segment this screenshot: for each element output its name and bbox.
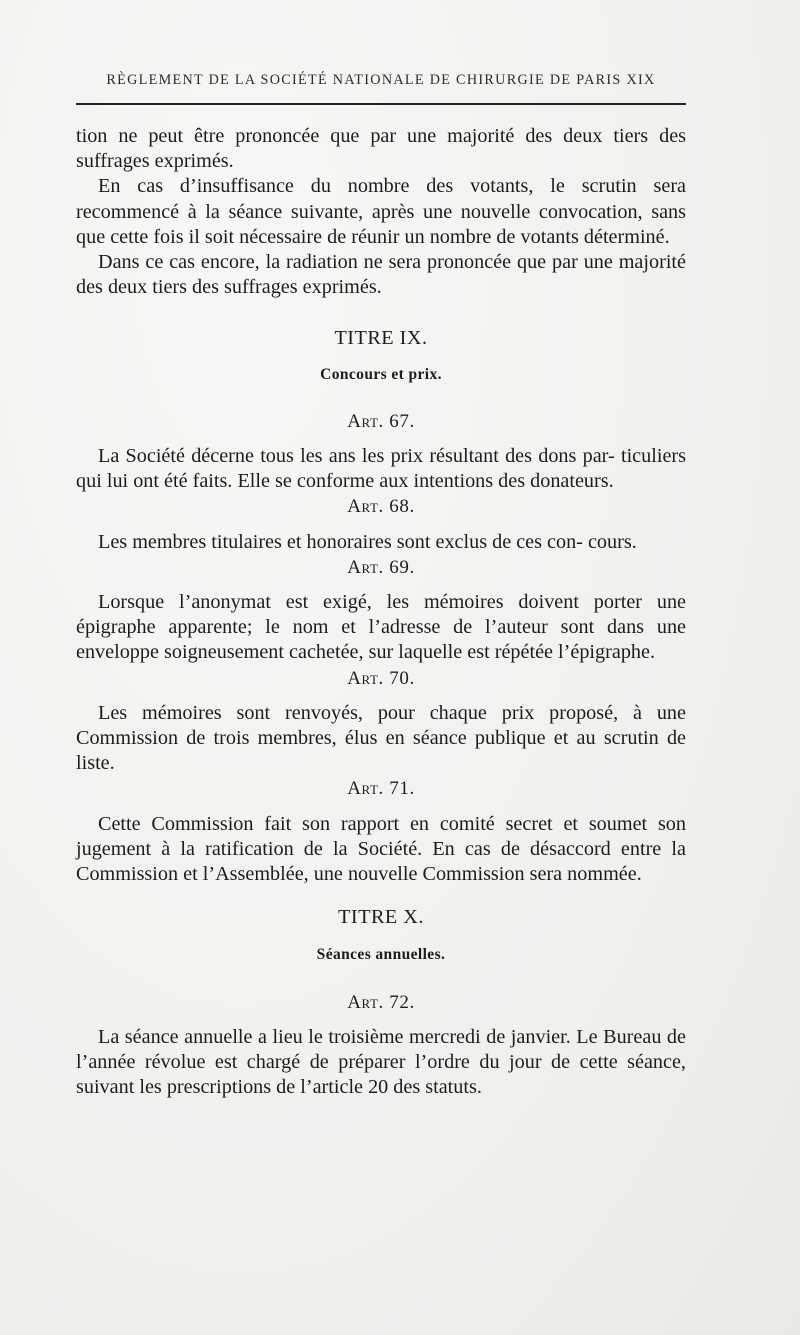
text-line: votants déterminé. [520, 225, 670, 248]
art-number: . 72. [378, 991, 415, 1013]
text-line: ticuliers qui lui ont été faits. Elle se conforme aux intentions des [76, 445, 686, 493]
text-line: scrutin de liste. [76, 727, 687, 775]
text-line: En cas d’insuffisance du nombre des votants, le scrutin sera [98, 175, 686, 198]
art-67-text [76, 444, 686, 494]
text-line: tion ne peut être prononcée que par une majorité des deux tiers [76, 125, 649, 147]
text-line: entre la Commission et l’Assemblée, une nouvelle Commission [76, 837, 686, 886]
art-label: Art [347, 991, 379, 1013]
art-71-heading [76, 776, 686, 801]
art-label: Art [347, 410, 379, 432]
titre-ix-subtitle: Concours et prix. [320, 365, 442, 383]
paragraph-insufficient-votes [76, 174, 686, 250]
text-line: Cette Commission fait son rapport en comité secret et soumet [98, 812, 648, 835]
page-number: XIX [626, 72, 656, 88]
art-72-heading [76, 990, 686, 1015]
art-71-text [76, 812, 686, 888]
text-line: Commission de trois membres, élus en séance publique et au [76, 727, 596, 750]
text-line: une enveloppe soigneusement cachetée, sur laquelle est répétée [76, 616, 686, 664]
text-line: recommencé à la séance suivante, après une nouvelle convocation, [76, 200, 643, 223]
text-line: Dans ce cas encore, la radiation ne sera prononcée que par une [98, 251, 613, 274]
text-line: Les membres titulaires et honoraires sont exclus de ces con- [98, 530, 583, 553]
art-label: Art [347, 556, 379, 578]
text-line: sans que cette fois il soit nécessaire de réunir un nombre de [76, 200, 687, 248]
titre-x-heading: TITRE X. [338, 906, 424, 929]
titre-ix-heading: TITRE IX. [334, 327, 428, 350]
paragraph-radiation [76, 250, 686, 300]
text-line: Bureau de l’année révolue est chargé de préparer l’ordre du jour [76, 1025, 686, 1074]
text-line: La séance annuelle a lieu le troisième mercredi de janvier. Le [98, 1025, 598, 1048]
text-line: Les mémoires sont renvoyés, pour chaque prix proposé, à une [98, 701, 686, 724]
art-70-text [76, 701, 686, 777]
text-line: de cette séance, suivant les prescriptions de l’article 20 des statuts. [76, 1051, 686, 1099]
art-number: . 70. [378, 667, 415, 689]
art-67-heading [76, 409, 686, 434]
text-line: sera nommée. [529, 863, 642, 886]
text-line: donateurs. [530, 470, 614, 493]
text-line: son jugement à la ratification de la Société. En cas de désaccord [76, 812, 686, 860]
running-header [76, 72, 686, 89]
text-line: La Société décerne tous les ans les prix résultant des dons par- [98, 445, 615, 468]
text-line: des suffrages exprimés. [76, 125, 687, 173]
art-number: . 68. [378, 496, 415, 518]
art-label: Art [347, 667, 379, 689]
art-70-heading [76, 666, 686, 691]
text-line: l’épigraphe. [558, 641, 656, 664]
art-number: . 67. [378, 410, 415, 432]
continued-paragraph [76, 124, 686, 174]
header-rule [76, 103, 686, 105]
art-label: Art [347, 778, 379, 800]
titre-x-subtitle: Séances annuelles. [316, 946, 446, 964]
art-69-text [76, 590, 686, 666]
art-number: . 71. [378, 778, 415, 800]
art-69-heading [76, 555, 686, 580]
art-72-text [76, 1025, 686, 1101]
running-title: RÈGLEMENT DE LA SOCIÉTÉ NATIONALE DE CHIRURGIE DE PARIS [106, 72, 622, 88]
art-68-heading [76, 494, 686, 519]
art-68-text [76, 530, 686, 555]
art-label: Art [347, 496, 379, 518]
text-line: épigraphe apparente; le nom et l’adresse de l’auteur sont dans [76, 616, 645, 639]
page-body [76, 124, 686, 1101]
art-number: . 69. [378, 556, 415, 578]
text-line: Lorsque l’anonymat est exigé, les mémoires doivent porter une [98, 591, 686, 614]
text-line: cours. [587, 530, 637, 553]
text-line: majorité des deux tiers des suffrages exprimés. [76, 251, 686, 299]
